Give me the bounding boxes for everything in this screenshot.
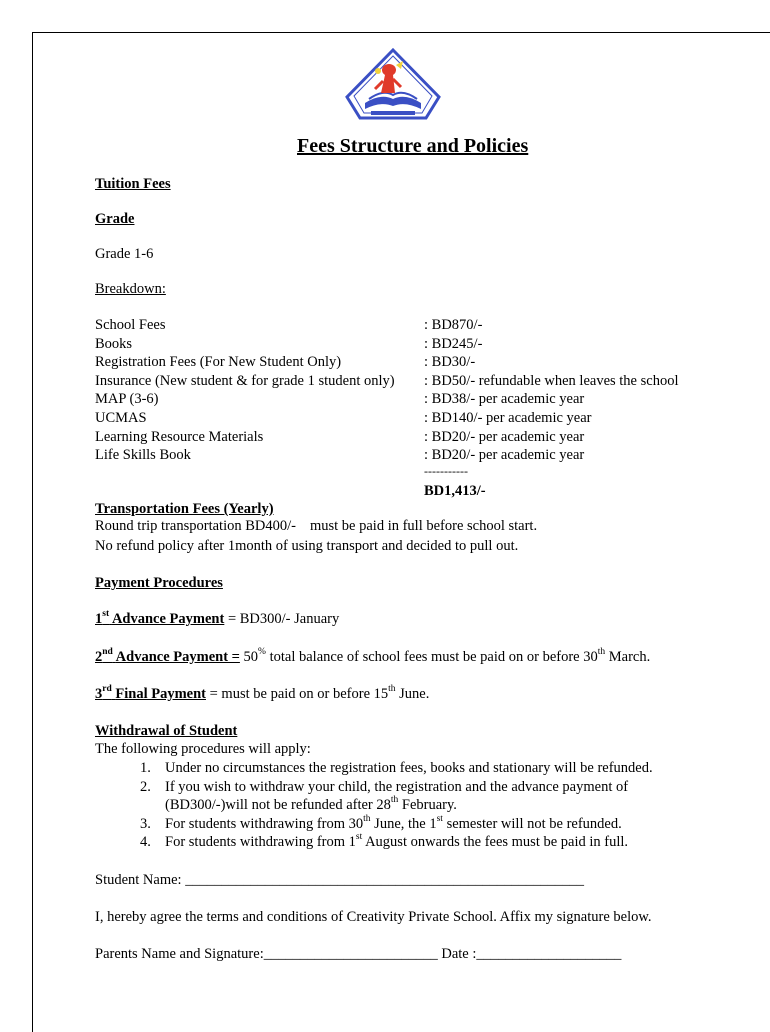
withdrawal-intro: The following procedures will apply: xyxy=(95,741,311,757)
fee-label: Registration Fees (For New Student Only) xyxy=(95,354,342,371)
payment-1-label: 1st Advance Payment xyxy=(95,609,225,627)
payment-1-text: = BD300/- January xyxy=(227,611,340,627)
date-label: Date : xyxy=(441,946,477,962)
fee-value: : BD140/- per academic year xyxy=(424,410,592,426)
fee-label: School Fees xyxy=(95,317,166,333)
fee-row xyxy=(95,372,755,391)
fee-label: Life Skills Book xyxy=(95,447,191,464)
fee-row xyxy=(95,335,755,354)
payment-3-label: 3rd Final Payment xyxy=(95,684,206,702)
transportation-heading: Transportation Fees (Yearly) xyxy=(95,501,274,517)
total-separator: ----------- xyxy=(424,464,468,478)
fee-value: : BD30/- xyxy=(424,354,476,371)
fee-row xyxy=(95,390,755,409)
fee-row xyxy=(95,353,755,372)
fee-row xyxy=(95,409,755,428)
transport-condition: must be paid in full before school start. xyxy=(309,518,538,534)
payment-3: 3rd Final Payment = must be paid on or before 15th June. xyxy=(95,684,430,702)
fee-value: : BD245/- xyxy=(424,335,483,352)
fee-value: : BD20/- per academic year xyxy=(424,447,585,464)
fee-row xyxy=(95,428,755,447)
payment-2: 2nd Advance Payment = 50% total balance of school fees must be paid on or before 30th March. xyxy=(95,647,651,665)
student-name-label: Student Name: xyxy=(95,872,182,888)
fee-label: UCMAS xyxy=(95,410,147,426)
grade-heading: Grade xyxy=(95,211,135,227)
total-value: BD1,413/- xyxy=(424,483,486,499)
page-title: Fees Structure and Policies xyxy=(297,135,529,157)
payment-2-label: 2nd Advance Payment = xyxy=(95,647,240,665)
agreement-text: I, hereby agree the terms and conditions of Creativity Private School. Affix my signature below. xyxy=(95,909,652,925)
parents-signature-line[interactable]: ________________________ xyxy=(263,946,438,962)
withdrawal-heading: Withdrawal of Student xyxy=(95,723,238,739)
fee-label: Insurance (New student & for grade 1 student only) xyxy=(95,372,395,389)
fee-value: : BD870/- xyxy=(424,317,483,333)
grade-value: Grade 1-6 xyxy=(95,246,154,262)
fee-label: Learning Resource Materials xyxy=(95,428,264,445)
parents-signature-label: Parents Name and Signature: xyxy=(95,946,264,962)
student-name-field[interactable] xyxy=(95,871,584,889)
fee-label: Books xyxy=(95,335,133,352)
payment-1 xyxy=(95,610,339,628)
fee-value: : BD20/- per academic year xyxy=(424,428,585,445)
breakdown-label: Breakdown: xyxy=(95,281,166,297)
transportation-line-1 xyxy=(95,517,537,535)
tuition-fees-heading: Tuition Fees xyxy=(95,176,171,192)
student-name-line[interactable]: _______________________________________________________ xyxy=(185,872,584,888)
fee-label: MAP (3-6) xyxy=(95,391,159,408)
payment-procedures-heading: Payment Procedures xyxy=(95,575,223,591)
parents-signature-field[interactable] xyxy=(95,945,621,963)
date-line[interactable]: ____________________ xyxy=(476,946,622,962)
fee-value: : BD50/- refundable when leaves the school xyxy=(424,372,679,389)
transportation-line-2: No refund policy after 1month of using transport and decided to pull out. xyxy=(95,538,519,554)
fee-value: : BD38/- per academic year xyxy=(424,391,585,408)
school-crest-logo-icon xyxy=(343,47,443,123)
fee-row xyxy=(95,316,755,335)
transport-price: Round trip transportation BD400/- xyxy=(95,518,296,534)
